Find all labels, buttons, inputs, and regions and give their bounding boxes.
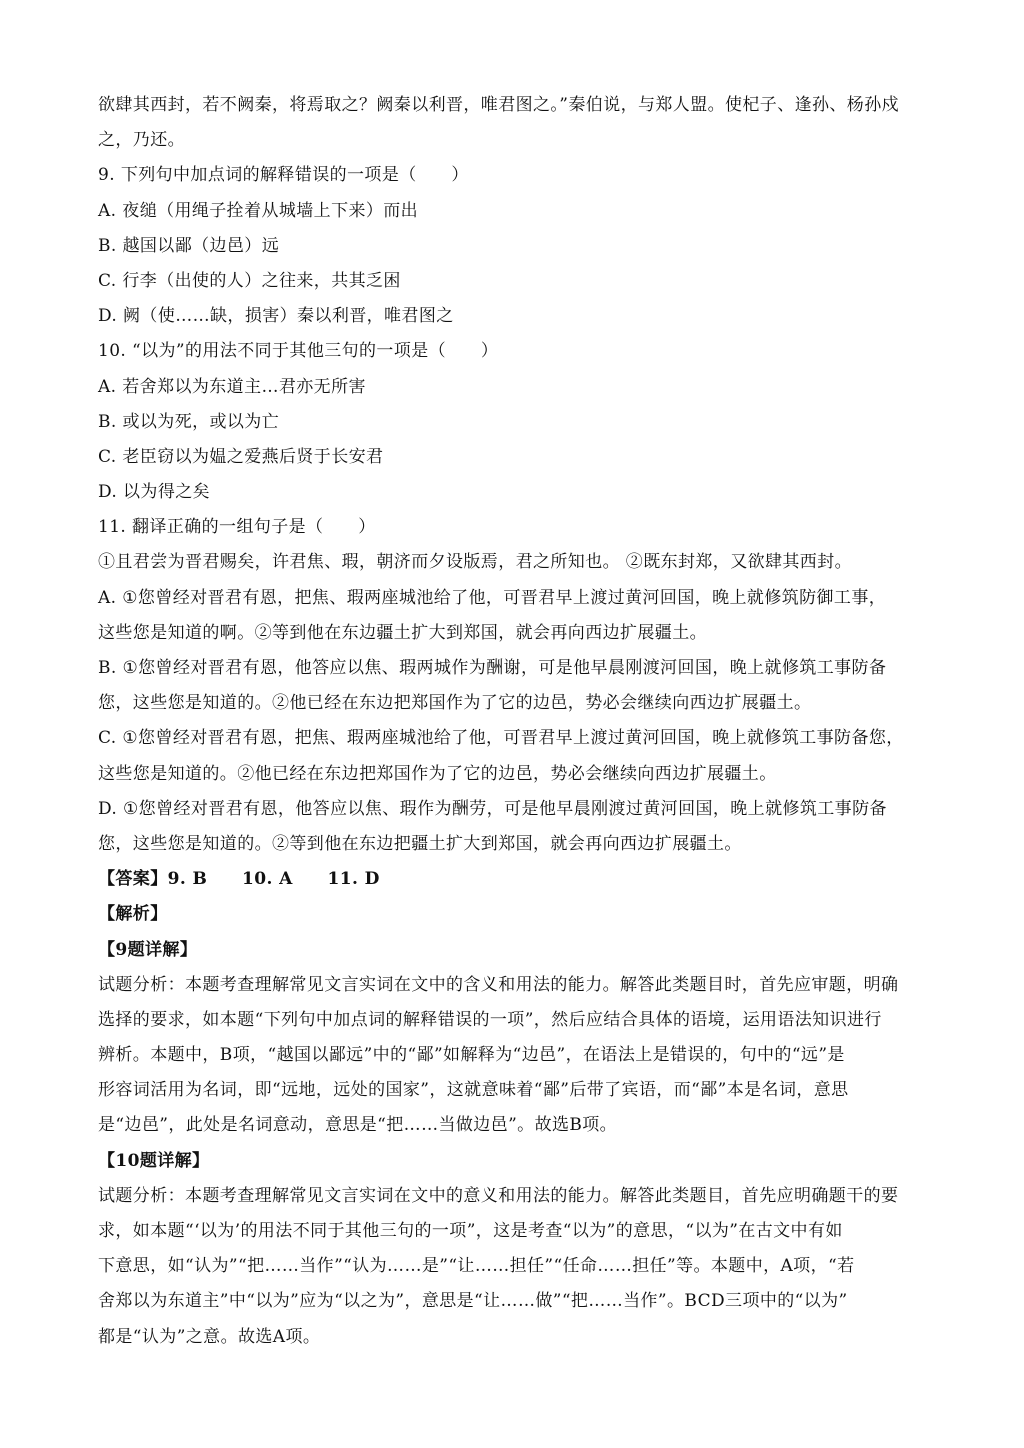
q10-analysis-line-5: 都是“认为”之意。故选A项。 xyxy=(98,1326,321,1347)
question-11-option-a-line-2: 这些您是知道的啊。②等到他在东边疆土扩大到郑国，就会再向西边扩展疆土。 xyxy=(98,622,707,643)
question-11: 11. 翻译正确的一组句子是（ ） xyxy=(98,517,376,538)
passage-line-1: 欲肆其西封，若不阙秦，将焉取之？阙秦以利晋，唯君图之。”秦伯说，与郑人盟。使杞子、逢孙、杨孙戍 xyxy=(98,95,899,115)
q10-analysis-line-2: 求，如本题“‘以为’的用法不同于其他三句的一项”，这是考查“以为”的意思，“以为”在古文中有如 xyxy=(98,1221,843,1241)
question-11-option-b-line-1: B. ①您曾经对晋君有恩，他答应以焦、瑕两城作为酬谢，可是他早晨刚渡河回国，晚上就修筑工事防备 xyxy=(98,658,887,678)
analysis-heading: 【解析】 xyxy=(98,904,168,925)
q9-detail-heading: 【9题详解】 xyxy=(98,939,198,960)
q10-analysis-line-1: 试题分析：本题考查理解常见文言实词在文中的意义和用法的能力。解答此类题目，首先应明确题干的要 xyxy=(98,1185,899,1206)
question-9-option-c: C. 行李（出使的人）之往来，共其乏困 xyxy=(98,270,401,291)
q10-detail-heading: 【10题详解】 xyxy=(98,1150,210,1171)
question-9-option-b: B. 越国以鄙（边邑）远 xyxy=(98,235,280,256)
q9-analysis-line-2: 选择的要求，如本题“下列句中加点词的解释错误的一项”，然后应结合具体的语境，运用语法知识进行 xyxy=(98,1009,882,1030)
question-11-option-d-line-2: 您，这些您是知道的。②等到他在东边把疆土扩大到郑国，就会再向西边扩展疆土。 xyxy=(98,833,742,854)
q10-analysis-line-4: 舍郑以为东道主”中“以为”应为“以之为”，意思是“让……做”“把……当作”。BCD三项中的“以为” xyxy=(98,1291,848,1312)
question-11-sentences: ①且君尝为晋君赐矣，许君焦、瑕，朝济而夕设版焉，君之所知也。 ②既东封郑，又欲肆其西封。 xyxy=(98,552,853,573)
question-9-option-a: A. 夜缒（用绳子拴着从城墙上下来）而出 xyxy=(98,200,419,221)
question-10-option-b: B. 或以为死，或以为亡 xyxy=(98,411,280,432)
question-10: 10. “以为”的用法不同于其他三句的一项是（ ） xyxy=(98,341,499,362)
question-10-option-c: C. 老臣窃以为媪之爱燕后贤于长安君 xyxy=(98,446,384,467)
answer-line: 【答案】9. B 10. A 11. D xyxy=(98,869,380,890)
question-11-option-a-line-1: A. ①您曾经对晋君有恩，把焦、瑕两座城池给了他，可晋君早上渡过黄河回国，晚上就修筑防御工事， xyxy=(98,587,887,608)
question-11-option-c-line-1: C. ①您曾经对晋君有恩，把焦、瑕两座城池给了他，可晋君早上渡过黄河回国，晚上就修筑工事防备您， xyxy=(98,728,904,749)
q9-analysis-line-3: 辨析。本题中，B项，“越国以鄙远”中的“鄙”如解释为“边邑”，在语法上是错误的，句中的“远”是 xyxy=(98,1045,845,1066)
question-11-option-b-line-2: 您，这些您是知道的。②他已经在东边把郑国作为了它的边邑，势必会继续向西边扩展疆土。 xyxy=(98,693,812,714)
question-10-option-d: D. 以为得之矣 xyxy=(98,482,211,503)
q9-analysis-line-1: 试题分析：本题考查理解常见文言实词在文中的含义和用法的能力。解答此类题目时，首先应审题，明确 xyxy=(98,974,899,995)
q10-analysis-line-3: 下意思，如“认为”“把……当作”“认为……是”“让……担任”“任命……担任”等。本题中，A项，“若 xyxy=(98,1256,855,1277)
question-11-option-d-line-1: D. ①您曾经对晋君有恩，他答应以焦、瑕作为酬劳，可是他早晨刚渡过黄河回国，晚上就修筑工事防备 xyxy=(98,798,887,819)
question-9-option-d: D. 阙（使……缺，损害）秦以利晋，唯君图之 xyxy=(98,306,454,327)
q9-analysis-line-5: 是“边邑”，此处是名词意动，意思是“把……当做边邑”。故选B项。 xyxy=(98,1115,618,1136)
q9-analysis-line-4: 形容词活用为名词，即“远地，远处的国家”，这就意味着“鄙”后带了宾语，而“鄙”本是名词，意思 xyxy=(98,1080,849,1101)
passage-line-2: 之，乃还。 xyxy=(98,130,185,151)
question-10-option-a: A. 若舍郑以为东道主…君亦无所害 xyxy=(98,376,366,397)
question-11-option-c-line-2: 这些您是知道的。②他已经在东边把郑国作为了它的边邑，势必会继续向西边扩展疆土。 xyxy=(98,763,777,784)
document-page xyxy=(98,88,934,1355)
question-9: 9. 下列句中加点词的解释错误的一项是（ ） xyxy=(98,165,469,186)
